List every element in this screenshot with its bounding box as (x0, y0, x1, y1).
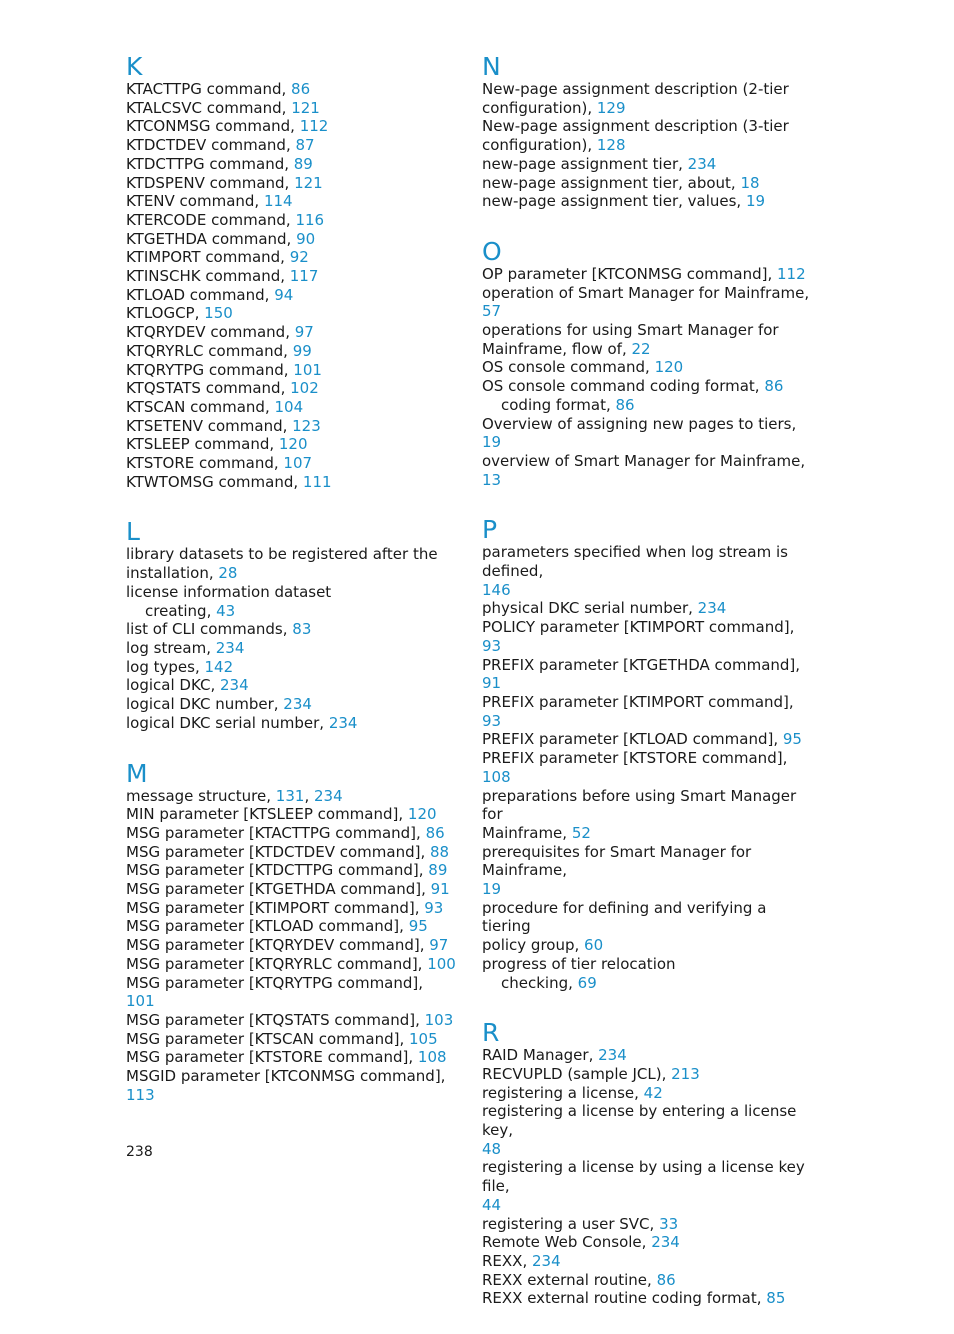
page-link[interactable]: 60 (584, 936, 604, 955)
entry-text: KTCONMSG command, (126, 117, 300, 136)
entry-text: MSG parameter [KTQRYDEV command], (126, 936, 430, 955)
index-column-left (126, 52, 456, 1130)
index-entry (126, 564, 456, 583)
index-entry (482, 415, 812, 452)
entry-text: KTENV command, (126, 192, 264, 211)
page-link[interactable]: 105 (409, 1029, 438, 1048)
entry-text: PREFIX parameter [KTLOAD command], (482, 730, 783, 749)
page-link[interactable]: 97 (294, 323, 314, 342)
entry-text: creating, (145, 601, 217, 620)
page-link[interactable]: 142 (204, 657, 234, 676)
page-link[interactable]: 129 (596, 98, 626, 117)
page-link[interactable]: 121 (294, 173, 323, 192)
entry-text: physical DKC serial number, (482, 599, 698, 618)
page-link[interactable]: 94 (274, 285, 294, 304)
index-entry (482, 1196, 812, 1215)
index-entry (482, 1271, 812, 1290)
index-entry (482, 136, 812, 155)
entry-text: registering a license, (482, 1083, 644, 1102)
entry-text: MSG parameter [KTLOAD command], (126, 917, 409, 936)
entry-text: KTQRYRLC command, (126, 341, 293, 360)
entry-text: KTALCSVC command, (126, 98, 292, 117)
page-link[interactable]: 86 (764, 377, 784, 396)
entry-text: KTDSPENV command, (126, 173, 295, 192)
page-link[interactable]: 95 (782, 730, 802, 749)
entry-text: preparations before using Smart Manager for (482, 786, 797, 824)
entry-text: new-page assignment tier, (482, 154, 688, 173)
entry-text: KTWTOMSG command, (126, 472, 303, 491)
page-link[interactable]: 97 (429, 936, 449, 955)
entry-text: Overview of assigning new pages to tiers, (482, 414, 797, 433)
index-entry (126, 639, 456, 658)
entry-text: RECVUPLD (sample JCL), (482, 1064, 672, 1083)
index-entry (482, 599, 812, 618)
index-entry (482, 824, 812, 843)
index-entry (126, 880, 456, 899)
index-entry (126, 805, 456, 824)
page-link[interactable]: 112 (777, 264, 806, 283)
index-entry (126, 955, 456, 974)
index-entry (126, 304, 456, 323)
entry-text: MSG parameter [KTDCTTPG command], (126, 861, 429, 880)
page-link[interactable]: 22 (631, 339, 651, 358)
index-entry (126, 843, 456, 862)
entry-text: registering a license by entering a license key, (482, 1102, 797, 1140)
index-section-l (126, 517, 456, 732)
index-entry (482, 880, 812, 899)
entry-text: MSG parameter [KTDCTDEV command], (126, 842, 430, 861)
section-letter: P (482, 515, 498, 545)
index-entry (482, 192, 812, 211)
page-link[interactable]: 234 (219, 676, 249, 695)
index-entry (482, 377, 812, 396)
index-entry (126, 323, 456, 342)
entry-text: log types, (126, 657, 205, 676)
page-link[interactable]: 100 (427, 954, 456, 973)
index-entry (126, 398, 456, 417)
page-link[interactable]: 99 (292, 341, 312, 360)
index-entry (482, 117, 812, 136)
index-entry (482, 1289, 812, 1308)
page-link[interactable]: 108 (482, 767, 511, 786)
entry-text: KTSCAN command, (126, 397, 275, 416)
index-entry (482, 656, 812, 693)
entry-text: RAID Manager, (482, 1046, 599, 1065)
page-link[interactable]: 86 (615, 395, 635, 414)
index-entry (482, 358, 812, 377)
page-link[interactable]: 89 (293, 154, 313, 173)
entry-text: New-page assignment description (2-tier (482, 80, 789, 98)
entry-text: operations for using Smart Manager for (482, 321, 779, 340)
index-entry (126, 80, 456, 99)
index-entry (482, 80, 812, 99)
index-entry (126, 695, 456, 714)
page-link[interactable]: 120 (407, 805, 437, 824)
page-link[interactable]: 85 (766, 1289, 786, 1308)
entry-text: parameters specified when log stream is defined, (482, 543, 788, 581)
page-link[interactable]: 86 (656, 1270, 676, 1289)
index-entry (482, 749, 812, 786)
entry-text: progress of tier relocation (482, 954, 676, 973)
index-entry (126, 620, 456, 639)
entry-text: configuration), (482, 98, 597, 117)
page-link[interactable]: 43 (216, 601, 236, 620)
page-link[interactable]: 120 (278, 435, 308, 454)
page-link[interactable]: 19 (482, 880, 502, 899)
entry-text: PREFIX parameter [KTGETHDA command], (482, 655, 801, 674)
entry-text: MSG parameter [KTACTTPG command], (126, 823, 426, 842)
index-entry (482, 284, 812, 321)
entry-text: KTSTORE command, (126, 454, 284, 473)
index-entry (482, 452, 812, 489)
index-entry (482, 899, 812, 936)
entry-text: KTLOAD command, (126, 285, 275, 304)
page-link[interactable]: 234 (328, 713, 358, 732)
index-entry (482, 1158, 812, 1195)
page-link[interactable]: 52 (571, 823, 591, 842)
entry-text: KTDCTDEV command, (126, 136, 296, 155)
entry-text: Mainframe, (482, 823, 572, 842)
page-link[interactable]: 91 (430, 880, 450, 899)
entry-text: Remote Web Console, (482, 1233, 652, 1252)
entry-text: message structure, (126, 786, 276, 805)
index-entry (482, 174, 812, 193)
entry-text: MSG parameter [KTSCAN command], (126, 1029, 410, 1048)
index-section-m (126, 759, 456, 1105)
index-entry (482, 1252, 812, 1271)
entry-text: MSG parameter [KTQRYTPG command], (126, 973, 424, 992)
page-link[interactable]: 120 (654, 358, 684, 377)
page-link[interactable]: 121 (291, 98, 320, 117)
page-link[interactable]: 57 (482, 302, 502, 321)
page-link[interactable]: 86 (425, 823, 445, 842)
entry-text: REXX external routine, (482, 1270, 657, 1289)
index-subentry (482, 974, 812, 993)
page-link[interactable]: 28 (218, 564, 238, 583)
entry-text: OS console command, (482, 358, 655, 377)
entry-text: configuration), (482, 136, 597, 155)
index-entry (482, 321, 812, 340)
entry-text: procedure for defining and verifying a tiering (482, 898, 767, 936)
page-link[interactable]: 95 (408, 917, 428, 936)
page-link[interactable]: 90 (296, 229, 316, 248)
index-entry (126, 974, 456, 1011)
index-entry (482, 618, 812, 655)
index-entry (482, 787, 812, 824)
page-link[interactable]: 92 (289, 248, 309, 267)
page-link[interactable]: 234 (598, 1046, 627, 1065)
entry-text: MIN parameter [KTSLEEP command], (126, 805, 408, 824)
page-link[interactable]: 42 (643, 1083, 663, 1102)
index-entry (482, 1233, 812, 1252)
page-link[interactable]: 111 (302, 472, 332, 491)
page-link[interactable]: 234 (651, 1233, 680, 1252)
index-entry (126, 824, 456, 843)
index-entry (126, 583, 456, 602)
index-entry (126, 1030, 456, 1049)
index-entry (126, 714, 456, 733)
entry-text: REXX, (482, 1251, 532, 1270)
index-subentry (482, 396, 812, 415)
index-entry (126, 286, 456, 305)
index-entry (126, 787, 456, 806)
index-subentry (126, 602, 456, 621)
index-entry (126, 211, 456, 230)
entry-text: MSG parameter [KTQSTATS command], (126, 1010, 425, 1029)
page-link[interactable]: 234 (697, 599, 727, 618)
page-link[interactable]: 86 (291, 80, 311, 98)
entry-text: REXX external routine coding format, (482, 1289, 767, 1308)
index-entry (482, 581, 812, 600)
page-link[interactable]: 107 (283, 454, 313, 473)
index-entry (482, 1084, 812, 1103)
page-link[interactable]: 150 (204, 304, 233, 323)
index-entry (126, 342, 456, 361)
section-letter: M (126, 758, 148, 788)
index-entry (482, 1215, 812, 1234)
index-entry (126, 658, 456, 677)
entry-text: MSG parameter [KTIMPORT command], (126, 898, 425, 917)
page-link[interactable]: 19 (745, 192, 766, 211)
page-link[interactable]: 112 (299, 117, 329, 136)
section-letter: O (482, 236, 502, 266)
index-entry (126, 417, 456, 436)
page-link[interactable]: 113 (126, 1085, 155, 1104)
index-entry (126, 192, 456, 211)
page-link[interactable]: 114 (263, 192, 293, 211)
entry-text: MSG parameter [KTGETHDA command], (126, 880, 431, 899)
entry-text: PREFIX parameter [KTSTORE command], (482, 749, 788, 768)
entry-text: registering a user SVC, (482, 1214, 660, 1233)
page-link[interactable]: 33 (659, 1214, 679, 1233)
index-entry (126, 1067, 456, 1086)
index-entry (126, 248, 456, 267)
page-link[interactable]: 131 (275, 786, 305, 805)
index-entry (126, 861, 456, 880)
entry-text: MSG parameter [KTQRYRLC command], (126, 954, 428, 973)
index-section-r (482, 1018, 812, 1308)
entry-text: KTDCTTPG command, (126, 154, 294, 173)
entry-text: PREFIX parameter [KTIMPORT command], (482, 692, 794, 711)
entry-text: logical DKC serial number, (126, 713, 329, 732)
page-link[interactable]: 213 (671, 1064, 700, 1083)
page-link[interactable]: 102 (290, 379, 319, 398)
page-link[interactable]: 108 (417, 1048, 447, 1067)
index-entry (126, 155, 456, 174)
entry-text: KTIMPORT command, (126, 248, 290, 267)
entry-text: New-page assignment description (3-tier (482, 117, 789, 136)
entry-text: KTGETHDA command, (126, 229, 297, 248)
entry-text: OP parameter [KTCONMSG command], (482, 264, 777, 283)
entry-text: registering a license by using a license key file, (482, 1158, 805, 1196)
page-link[interactable]: 83 (292, 620, 312, 639)
page-link[interactable]: 123 (292, 416, 321, 435)
entry-text: KTQSTATS command, (126, 379, 291, 398)
entry-text: log stream, (126, 638, 216, 657)
page-link[interactable]: 146 (482, 580, 511, 599)
index-column-right (482, 52, 812, 1334)
entry-text: new-page assignment tier, values, (482, 192, 746, 211)
section-letter: K (126, 52, 143, 81)
page-link[interactable]: 101 (293, 360, 322, 379)
entry-text: MSG parameter [KTSTORE command], (126, 1048, 418, 1067)
page-link[interactable]: 18 (740, 173, 760, 192)
page-link[interactable]: 91 (482, 674, 502, 693)
index-entry (126, 230, 456, 249)
entry-text: license information dataset (126, 582, 332, 601)
page-link[interactable]: 69 (577, 973, 597, 992)
entry-text: MSGID parameter [KTCONMSG command], (126, 1067, 446, 1086)
entry-text: KTQRYTPG command, (126, 360, 294, 379)
section-letter: N (482, 52, 501, 81)
entry-text: logical DKC number, (126, 695, 284, 714)
index-section-p (482, 515, 812, 992)
entry-text: new-page assignment tier, about, (482, 173, 741, 192)
index-entry (482, 843, 812, 880)
entry-text: list of CLI commands, (126, 620, 293, 639)
entry-text: coding format, (501, 395, 616, 414)
page-link[interactable]: 128 (596, 136, 626, 155)
index-entry (482, 936, 812, 955)
entry-text: KTSLEEP command, (126, 435, 279, 454)
page-link[interactable]: 234 (313, 786, 343, 805)
index-entry (126, 174, 456, 193)
page-link[interactable]: 101 (126, 992, 155, 1011)
index-entry (126, 545, 456, 564)
page-link[interactable]: 116 (295, 210, 325, 229)
entry-text: KTSETENV command, (126, 416, 293, 435)
index-entry (126, 473, 456, 492)
index-entry (482, 340, 812, 359)
entry-text: OS console command coding format, (482, 377, 765, 396)
index-entry (126, 117, 456, 136)
page-link[interactable]: 234 (283, 695, 312, 714)
index-entry (482, 99, 812, 118)
index-entry (126, 676, 456, 695)
index-entry (126, 136, 456, 155)
entry-text: logical DKC, (126, 676, 220, 695)
section-letter: R (482, 1018, 500, 1048)
index-entry (126, 379, 456, 398)
entry-text: KTQRYDEV command, (126, 323, 295, 342)
entry-text: installation, (126, 564, 219, 583)
index-entry (482, 1140, 812, 1159)
index-entry (126, 899, 456, 918)
index-entry (126, 1086, 456, 1105)
index-section-o (482, 237, 812, 489)
page-separator: , (304, 786, 314, 805)
page-link[interactable]: 13 (482, 470, 502, 489)
page-link[interactable]: 87 (295, 136, 315, 155)
page-link[interactable]: 104 (274, 397, 304, 416)
page-link[interactable]: 234 (215, 638, 245, 657)
entry-text: KTLOGCP, (126, 304, 205, 323)
page-link[interactable]: 44 (482, 1195, 502, 1214)
index-entry (482, 955, 812, 974)
page-link[interactable]: 19 (482, 433, 502, 452)
index-entry (126, 454, 456, 473)
entry-text: policy group, (482, 936, 585, 955)
index-entry (482, 1046, 812, 1065)
index-entry (482, 265, 812, 284)
index-entry (126, 99, 456, 118)
entry-text: Mainframe, flow of, (482, 339, 632, 358)
page-link[interactable]: 117 (289, 267, 319, 286)
entry-text: KTERCODE command, (126, 210, 296, 229)
entry-text: overview of Smart Manager for Mainframe, (482, 451, 806, 470)
index-section-k (126, 52, 456, 491)
entry-text: KTINSCHK command, (126, 267, 290, 286)
entry-text: library datasets to be registered after the (126, 545, 438, 564)
entry-text: checking, (501, 973, 578, 992)
index-entry (126, 936, 456, 955)
page-link[interactable]: 234 (687, 154, 717, 173)
index-section-n (482, 52, 812, 211)
index-entry (126, 917, 456, 936)
page-number: 238 (126, 1144, 153, 1160)
section-letter: L (126, 517, 140, 547)
page-link[interactable]: 93 (482, 636, 502, 655)
index-entry (482, 1065, 812, 1084)
index-entry (482, 543, 812, 580)
entry-text: operation of Smart Manager for Mainframe, (482, 283, 810, 302)
page-link[interactable]: 88 (430, 842, 450, 861)
index-entry (482, 155, 812, 174)
index-entry (126, 267, 456, 286)
index-entry (126, 1011, 456, 1030)
page-link[interactable]: 48 (482, 1139, 502, 1158)
page-link[interactable]: 93 (482, 711, 502, 730)
entry-text: prerequisites for Smart Manager for Mainframe, (482, 842, 752, 880)
entry-text: POLICY parameter [KTIMPORT command], (482, 618, 795, 637)
page-link[interactable]: 89 (428, 861, 448, 880)
index-entry (126, 1048, 456, 1067)
page-link[interactable]: 93 (424, 898, 444, 917)
index-entry (126, 361, 456, 380)
index-entry (482, 693, 812, 730)
entry-text: KTACTTPG command, (126, 80, 292, 98)
page-link[interactable]: 103 (424, 1010, 454, 1029)
index-entry (482, 1102, 812, 1139)
page-link[interactable]: 234 (532, 1251, 561, 1270)
index-entry (126, 435, 456, 454)
index-entry (482, 730, 812, 749)
